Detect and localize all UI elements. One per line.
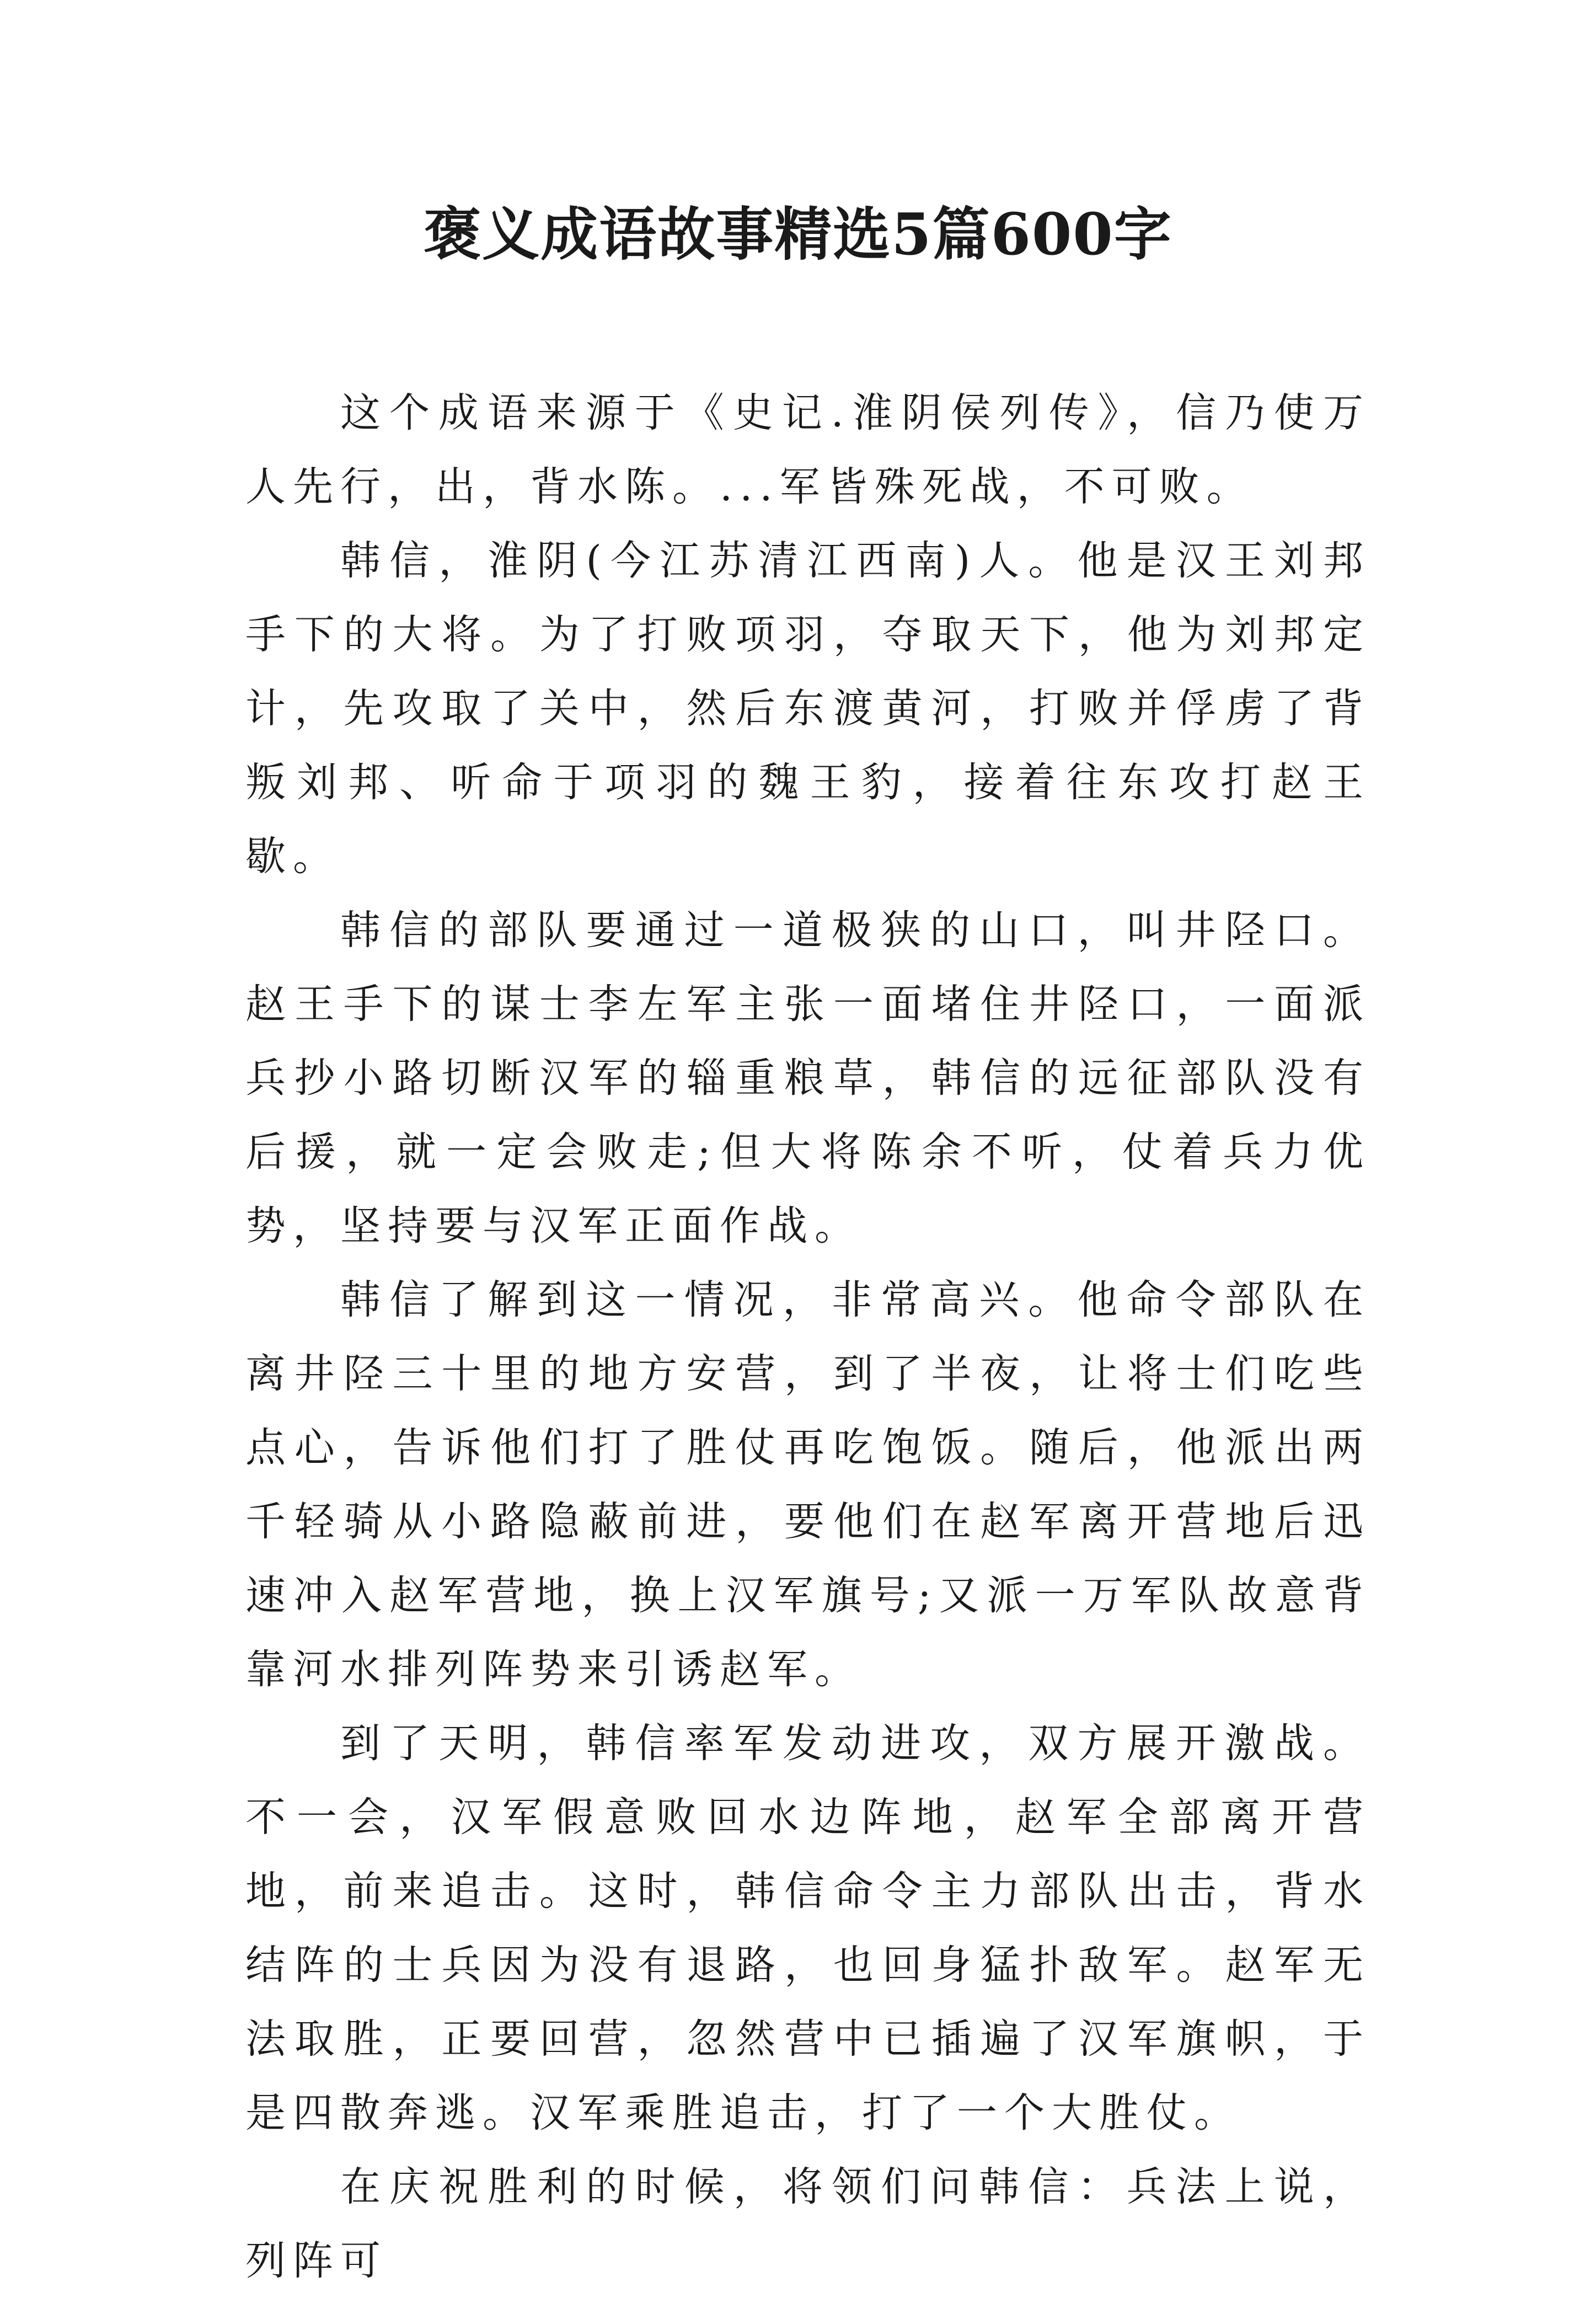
paragraph: 韩信的部队要通过一道极狭的山口，叫井陉口。赵王手下的谋士李左军主张一面堵住井陉口，一面派兵抄小路切断汉军的辎重粮草，韩信的远征部队没有后援，就一定会败走;但大将陈余不听，仗着兵力优势，坚持要与汉军正面作战。 bbox=[245, 907, 1370, 1249]
document-body bbox=[245, 376, 1370, 2298]
paragraph: 韩信了解到这一情况，非常高兴。他命令部队在离井陉三十里的地方安营，到了半夜，让将士们吃些点心，告诉他们打了胜仗再吃饱饭。随后，他派出两千轻骑从小路隐蔽前进，要他们在赵军离开营地后迅速冲入赵军营地，换上汉军旗号;又派一万军队故意背靠河水排列阵势来引诱赵军。 bbox=[245, 1276, 1370, 1693]
document-title: 褒义成语故事精选5篇600字 bbox=[424, 200, 1172, 268]
paragraph: 韩信，淮阴(今江苏清江西南)人。他是汉王刘邦手下的大将。为了打败项羽，夺取天下，他为刘邦定计，先攻取了关中，然后东渡黄河，打败并俘虏了背叛刘邦、听命于项羽的魏王豹，接着往东攻打赵王歇。 bbox=[245, 537, 1370, 880]
paragraph: 在庆祝胜利的时候，将领们问韩信：兵法上说，列阵可 bbox=[245, 2163, 1370, 2284]
paragraph: 这个成语来源于《史记.淮阴侯列传》，信乃使万人先行，出，背水陈。...军皆殊死战，不可败。 bbox=[245, 389, 1370, 510]
paragraph: 到了天明，韩信率军发动进攻，双方展开激战。不一会，汉军假意败回水边阵地，赵军全部离开营地，前来追击。这时，韩信命令主力部队出击，背水结阵的士兵因为没有退路，也回身猛扑敌军。赵军无法取胜，正要回营，忽然营中已插遍了汉军旗帜，于是四散奔逃。汉军乘胜追击，打了一个大胜仗。 bbox=[245, 1720, 1370, 2136]
